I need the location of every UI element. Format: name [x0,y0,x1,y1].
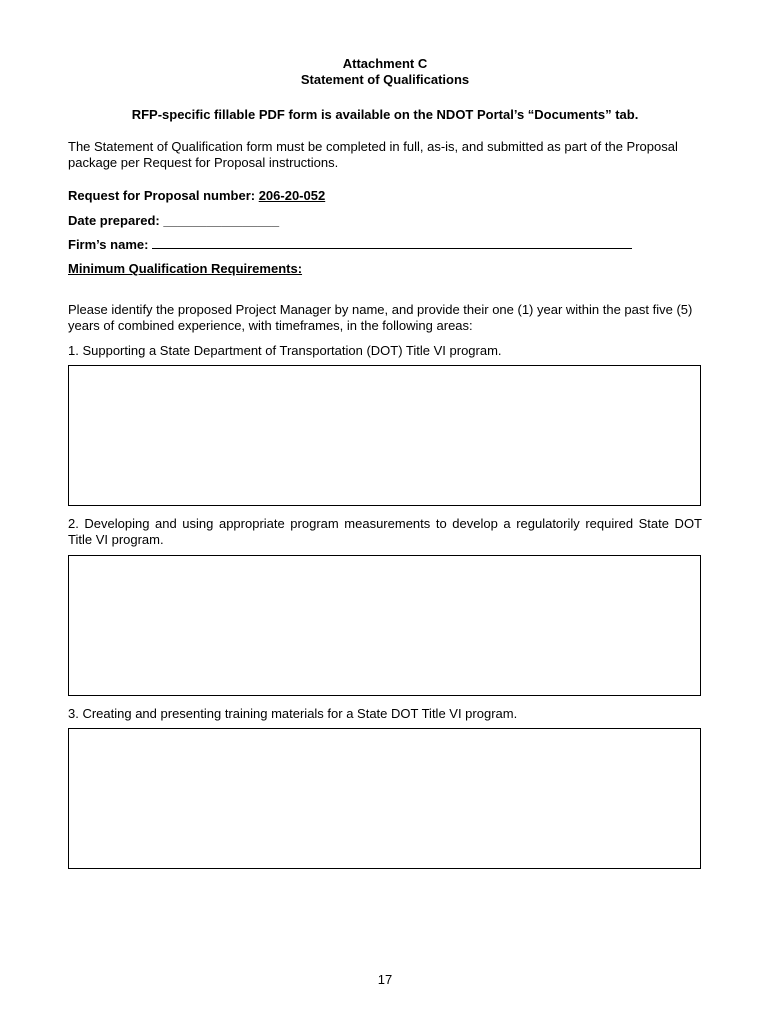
attachment-label: Attachment C [342,56,428,71]
rfp-number-value: 206-20-052 [258,188,326,203]
intro-paragraph: The Statement of Qualification form must be completed in full, as-is, and submitted as part of the Proposal package per Request for Proposal instructions. [68,139,678,170]
qualification-item-2: 2. Developing and using appropriate program measurements to develop a regulatorily required State DOT Title VI program. [68,516,702,547]
instruction-paragraph: Please identify the proposed Project Manager by name, and provide their one (1) year within the past five (5) years of combined experience, with timeframes, in the following areas: [68,302,693,333]
rfp-number-line [68,188,325,204]
page-number: 17 [377,972,393,987]
page-title: Statement of Qualifications [300,72,470,87]
qualification-item-1: 1. Supporting a State Department of Transportation (DOT) Title VI program. [68,343,502,358]
qualification-response-box-1[interactable] [68,365,701,506]
qualification-response-box-2[interactable] [68,555,701,696]
date-prepared-line [68,213,279,229]
date-prepared-field[interactable]: ________________ [163,213,280,228]
qualification-response-box-3[interactable] [68,728,701,869]
firm-name-field[interactable] [152,237,632,249]
date-prepared-label: Date prepared: [68,213,164,228]
qualification-item-3: 3. Creating and presenting training materials for a State DOT Title VI program. [68,706,518,721]
fillable-form-notice: RFP-specific fillable PDF form is available on the NDOT Portal’s “Documents” tab. [131,107,639,122]
rfp-number-label: Request for Proposal number: [68,188,259,203]
firm-name-label: Firm’s name: [68,237,153,252]
min-qualification-heading: Minimum Qualification Requirements: [68,261,303,276]
firm-name-line [68,237,632,253]
